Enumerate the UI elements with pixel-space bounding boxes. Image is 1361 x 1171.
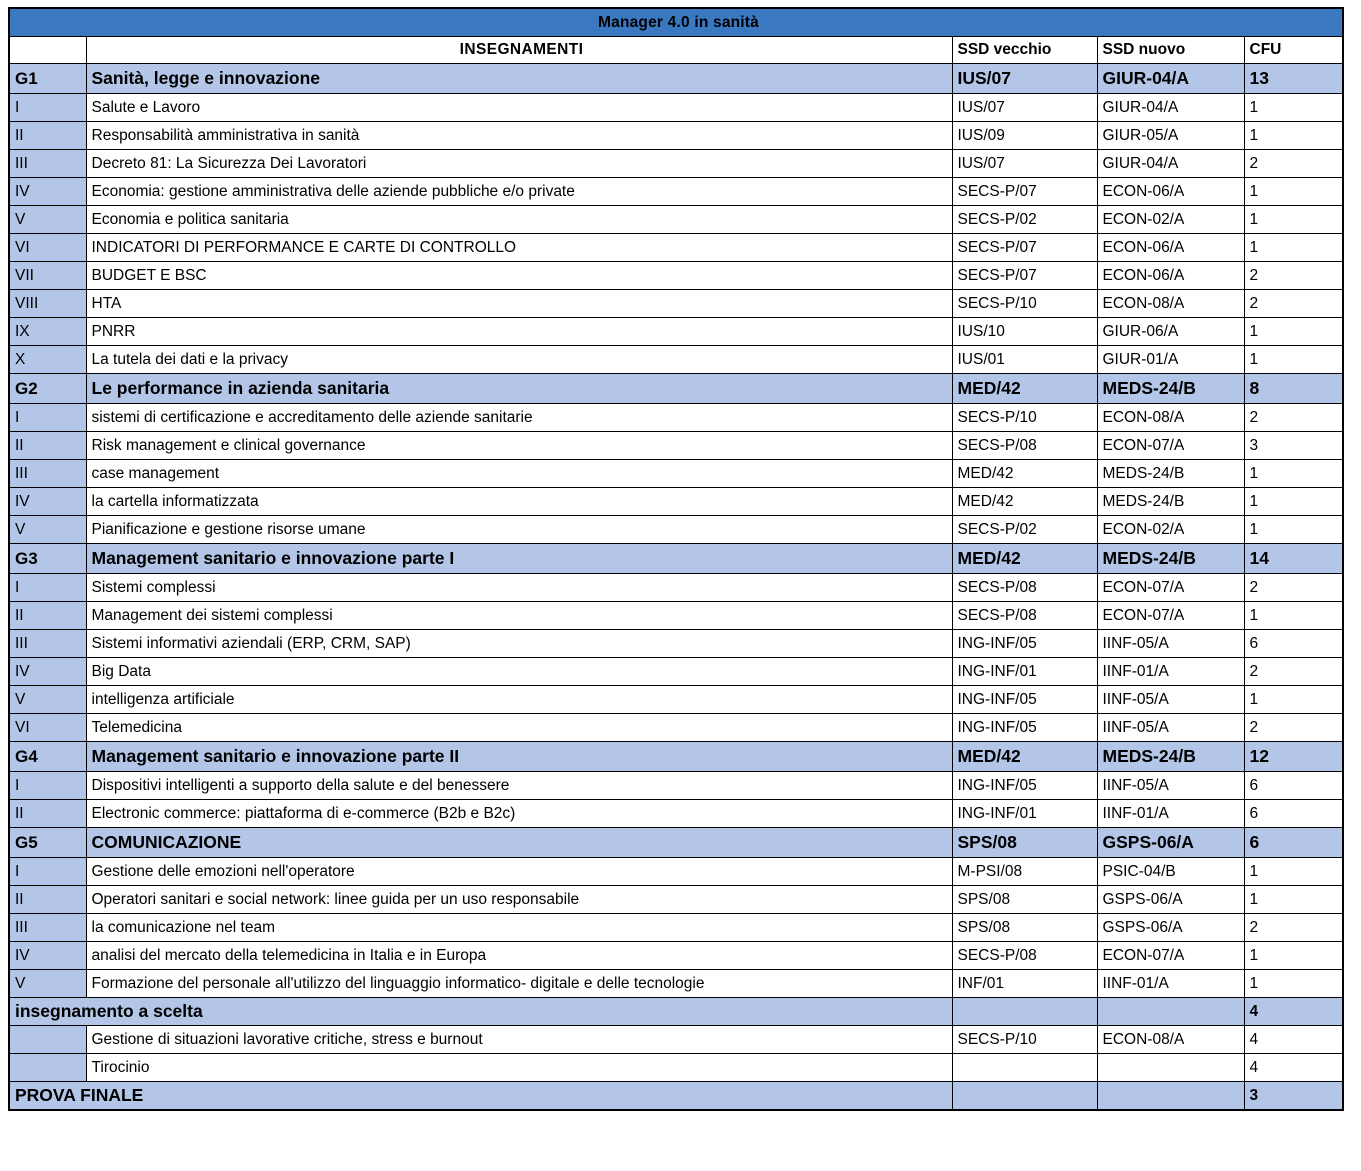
row-index: VI bbox=[9, 234, 86, 262]
row-label: Formazione del personale all'utilizzo del linguaggio informatico- digitale e delle tecnologie bbox=[86, 970, 952, 998]
row-cfu: 6 bbox=[1244, 828, 1343, 858]
row-ssd-new: IINF-05/A bbox=[1097, 630, 1244, 658]
row-index: I bbox=[9, 404, 86, 432]
row-cfu: 4 bbox=[1244, 1054, 1343, 1082]
table-row bbox=[9, 346, 1343, 374]
row-ssd-new: GIUR-05/A bbox=[1097, 122, 1244, 150]
row-label: Dispositivi intelligenti a supporto della salute e del benessere bbox=[86, 772, 952, 800]
row-ssd-new: MEDS-24/B bbox=[1097, 544, 1244, 574]
table-row bbox=[9, 290, 1343, 318]
row-ssd-old: ING-INF/05 bbox=[952, 686, 1097, 714]
table-row bbox=[9, 262, 1343, 290]
row-ssd-new: MEDS-24/B bbox=[1097, 488, 1244, 516]
table-row bbox=[9, 94, 1343, 122]
row-cfu: 1 bbox=[1244, 206, 1343, 234]
row-index: G5 bbox=[9, 828, 86, 858]
table-row bbox=[9, 178, 1343, 206]
table-row bbox=[9, 742, 1343, 772]
row-ssd-new: GSPS-06/A bbox=[1097, 914, 1244, 942]
row-cfu: 4 bbox=[1244, 1026, 1343, 1054]
row-ssd-old: IUS/07 bbox=[952, 150, 1097, 178]
column-header-teachings: INSEGNAMENTI bbox=[86, 37, 952, 64]
table-row bbox=[9, 574, 1343, 602]
row-index: II bbox=[9, 122, 86, 150]
column-header-ssd-old: SSD vecchio bbox=[952, 37, 1097, 64]
row-label: case management bbox=[86, 460, 952, 488]
row-label: HTA bbox=[86, 290, 952, 318]
row-label: Sistemi complessi bbox=[86, 574, 952, 602]
table-row bbox=[9, 828, 1343, 858]
table-row bbox=[9, 404, 1343, 432]
row-label: Management sanitario e innovazione parte I bbox=[86, 544, 952, 574]
row-index: V bbox=[9, 516, 86, 544]
row-index: VI bbox=[9, 714, 86, 742]
row-cfu: 13 bbox=[1244, 64, 1343, 94]
table-body bbox=[9, 8, 1343, 1110]
row-ssd-old: IUS/10 bbox=[952, 318, 1097, 346]
row-ssd-old: IUS/09 bbox=[952, 122, 1097, 150]
row-label: la cartella informatizzata bbox=[86, 488, 952, 516]
row-cfu: 6 bbox=[1244, 800, 1343, 828]
row-index: X bbox=[9, 346, 86, 374]
row-ssd-new: ECON-07/A bbox=[1097, 432, 1244, 460]
table-row bbox=[9, 64, 1343, 94]
row-ssd-old: SECS-P/08 bbox=[952, 942, 1097, 970]
table-row bbox=[9, 686, 1343, 714]
row-cfu: 3 bbox=[1244, 1082, 1343, 1111]
row-cfu: 1 bbox=[1244, 970, 1343, 998]
row-cfu: 2 bbox=[1244, 150, 1343, 178]
row-ssd-old: SECS-P/02 bbox=[952, 516, 1097, 544]
row-label: PROVA FINALE bbox=[9, 1082, 952, 1111]
row-index: V bbox=[9, 206, 86, 234]
row-index: IV bbox=[9, 488, 86, 516]
row-label: Economia e politica sanitaria bbox=[86, 206, 952, 234]
row-ssd-new: ECON-06/A bbox=[1097, 234, 1244, 262]
row-index: IV bbox=[9, 178, 86, 206]
row-index bbox=[9, 1054, 86, 1082]
row-ssd-old bbox=[952, 998, 1097, 1026]
row-index: I bbox=[9, 858, 86, 886]
row-ssd-old bbox=[952, 1054, 1097, 1082]
row-index: III bbox=[9, 630, 86, 658]
row-ssd-new: MEDS-24/B bbox=[1097, 374, 1244, 404]
row-index: VII bbox=[9, 262, 86, 290]
row-index: I bbox=[9, 94, 86, 122]
course-plan-table bbox=[8, 7, 1344, 1111]
row-ssd-new: ECON-07/A bbox=[1097, 574, 1244, 602]
row-label: Telemedicina bbox=[86, 714, 952, 742]
row-label: Economia: gestione amministrativa delle aziende pubbliche e/o private bbox=[86, 178, 952, 206]
row-label: Salute e Lavoro bbox=[86, 94, 952, 122]
row-ssd-new: GIUR-04/A bbox=[1097, 64, 1244, 94]
row-ssd-old bbox=[952, 1082, 1097, 1111]
row-cfu: 1 bbox=[1244, 460, 1343, 488]
row-ssd-old: ING-INF/05 bbox=[952, 772, 1097, 800]
row-cfu: 1 bbox=[1244, 686, 1343, 714]
row-label: PNRR bbox=[86, 318, 952, 346]
row-cfu: 2 bbox=[1244, 262, 1343, 290]
row-label: La tutela dei dati e la privacy bbox=[86, 346, 952, 374]
row-ssd-old: SECS-P/08 bbox=[952, 432, 1097, 460]
row-cfu: 1 bbox=[1244, 516, 1343, 544]
row-index: V bbox=[9, 970, 86, 998]
row-cfu: 6 bbox=[1244, 630, 1343, 658]
row-index: I bbox=[9, 772, 86, 800]
row-index: IX bbox=[9, 318, 86, 346]
table-row bbox=[9, 1054, 1343, 1082]
table-row bbox=[9, 460, 1343, 488]
row-label: COMUNICAZIONE bbox=[86, 828, 952, 858]
row-ssd-new: ECON-06/A bbox=[1097, 262, 1244, 290]
row-ssd-new: IINF-05/A bbox=[1097, 714, 1244, 742]
row-cfu: 6 bbox=[1244, 772, 1343, 800]
table-row bbox=[9, 1026, 1343, 1054]
table-row bbox=[9, 150, 1343, 178]
row-cfu: 4 bbox=[1244, 998, 1343, 1026]
row-cfu: 2 bbox=[1244, 714, 1343, 742]
row-ssd-old: ING-INF/05 bbox=[952, 630, 1097, 658]
row-ssd-new: GIUR-04/A bbox=[1097, 150, 1244, 178]
table-row bbox=[9, 998, 1343, 1026]
row-index: II bbox=[9, 886, 86, 914]
row-index: I bbox=[9, 574, 86, 602]
row-ssd-new: ECON-08/A bbox=[1097, 290, 1244, 318]
row-ssd-new: IINF-05/A bbox=[1097, 686, 1244, 714]
row-index: II bbox=[9, 800, 86, 828]
row-cfu: 1 bbox=[1244, 942, 1343, 970]
row-index: V bbox=[9, 686, 86, 714]
row-ssd-new: ECON-08/A bbox=[1097, 1026, 1244, 1054]
row-ssd-old: SECS-P/10 bbox=[952, 290, 1097, 318]
row-ssd-old: M-PSI/08 bbox=[952, 858, 1097, 886]
table-row bbox=[9, 858, 1343, 886]
row-index: G3 bbox=[9, 544, 86, 574]
row-ssd-old: MED/42 bbox=[952, 742, 1097, 772]
row-ssd-old: IUS/07 bbox=[952, 94, 1097, 122]
table-row bbox=[9, 1082, 1343, 1111]
row-ssd-old: ING-INF/01 bbox=[952, 800, 1097, 828]
row-label: Management dei sistemi complessi bbox=[86, 602, 952, 630]
row-label: Gestione di situazioni lavorative critiche, stress e burnout bbox=[86, 1026, 952, 1054]
row-label: intelligenza artificiale bbox=[86, 686, 952, 714]
row-ssd-old: ING-INF/05 bbox=[952, 714, 1097, 742]
row-ssd-old: MED/42 bbox=[952, 488, 1097, 516]
row-label: Electronic commerce: piattaforma di e-commerce (B2b e B2c) bbox=[86, 800, 952, 828]
table-row bbox=[9, 970, 1343, 998]
row-label: Responsabilità amministrativa in sanità bbox=[86, 122, 952, 150]
row-ssd-old: ING-INF/01 bbox=[952, 658, 1097, 686]
row-index: IV bbox=[9, 658, 86, 686]
row-label: Sanità, legge e innovazione bbox=[86, 64, 952, 94]
row-ssd-old: MED/42 bbox=[952, 460, 1097, 488]
table-row bbox=[9, 772, 1343, 800]
row-ssd-new: MEDS-24/B bbox=[1097, 460, 1244, 488]
row-ssd-new: IINF-01/A bbox=[1097, 658, 1244, 686]
row-ssd-new bbox=[1097, 998, 1244, 1026]
row-index: G2 bbox=[9, 374, 86, 404]
row-cfu: 3 bbox=[1244, 432, 1343, 460]
row-cfu: 1 bbox=[1244, 178, 1343, 206]
table-row bbox=[9, 886, 1343, 914]
row-ssd-new: ECON-07/A bbox=[1097, 602, 1244, 630]
row-ssd-new: ECON-07/A bbox=[1097, 942, 1244, 970]
table-row bbox=[9, 318, 1343, 346]
table-row bbox=[9, 122, 1343, 150]
row-label: BUDGET E BSC bbox=[86, 262, 952, 290]
row-ssd-old: SECS-P/02 bbox=[952, 206, 1097, 234]
row-cfu: 2 bbox=[1244, 574, 1343, 602]
table-row bbox=[9, 544, 1343, 574]
table-row bbox=[9, 714, 1343, 742]
row-ssd-old: SECS-P/07 bbox=[952, 178, 1097, 206]
table-row bbox=[9, 488, 1343, 516]
row-label: Gestione delle emozioni nell'operatore bbox=[86, 858, 952, 886]
row-ssd-old: SPS/08 bbox=[952, 886, 1097, 914]
row-label: insegnamento a scelta bbox=[9, 998, 952, 1026]
column-header-index bbox=[9, 37, 86, 64]
row-cfu: 14 bbox=[1244, 544, 1343, 574]
row-index: III bbox=[9, 914, 86, 942]
row-ssd-new: GIUR-01/A bbox=[1097, 346, 1244, 374]
row-label: Pianificazione e gestione risorse umane bbox=[86, 516, 952, 544]
table-row bbox=[9, 658, 1343, 686]
row-index: IV bbox=[9, 942, 86, 970]
row-ssd-old: IUS/01 bbox=[952, 346, 1097, 374]
row-cfu: 12 bbox=[1244, 742, 1343, 772]
row-cfu: 1 bbox=[1244, 234, 1343, 262]
table-row bbox=[9, 914, 1343, 942]
row-label: Le performance in azienda sanitaria bbox=[86, 374, 952, 404]
row-ssd-old: SPS/08 bbox=[952, 914, 1097, 942]
row-cfu: 2 bbox=[1244, 290, 1343, 318]
row-cfu: 2 bbox=[1244, 914, 1343, 942]
row-label: Management sanitario e innovazione parte II bbox=[86, 742, 952, 772]
row-ssd-new: GIUR-04/A bbox=[1097, 94, 1244, 122]
table-row bbox=[9, 374, 1343, 404]
row-ssd-old: SECS-P/07 bbox=[952, 234, 1097, 262]
row-index: II bbox=[9, 432, 86, 460]
row-ssd-new: GIUR-06/A bbox=[1097, 318, 1244, 346]
row-cfu: 1 bbox=[1244, 858, 1343, 886]
row-ssd-new: ECON-02/A bbox=[1097, 516, 1244, 544]
row-label: analisi del mercato della telemedicina in Italia e in Europa bbox=[86, 942, 952, 970]
row-ssd-new: IINF-01/A bbox=[1097, 970, 1244, 998]
row-ssd-new: ECON-06/A bbox=[1097, 178, 1244, 206]
row-cfu: 1 bbox=[1244, 346, 1343, 374]
row-label: la comunicazione nel team bbox=[86, 914, 952, 942]
row-ssd-old: INF/01 bbox=[952, 970, 1097, 998]
row-ssd-new: GSPS-06/A bbox=[1097, 828, 1244, 858]
row-cfu: 2 bbox=[1244, 404, 1343, 432]
title-row bbox=[9, 8, 1343, 37]
row-index: G1 bbox=[9, 64, 86, 94]
row-cfu: 1 bbox=[1244, 318, 1343, 346]
row-ssd-new: PSIC-04/B bbox=[1097, 858, 1244, 886]
row-index: III bbox=[9, 460, 86, 488]
row-ssd-old: SECS-P/10 bbox=[952, 1026, 1097, 1054]
row-label: Decreto 81: La Sicurezza Dei Lavoratori bbox=[86, 150, 952, 178]
row-index: III bbox=[9, 150, 86, 178]
row-index: G4 bbox=[9, 742, 86, 772]
row-cfu: 1 bbox=[1244, 94, 1343, 122]
course-plan-sheet bbox=[8, 7, 1344, 1111]
row-ssd-new bbox=[1097, 1082, 1244, 1111]
table-row bbox=[9, 432, 1343, 460]
row-ssd-new: ECON-02/A bbox=[1097, 206, 1244, 234]
row-index bbox=[9, 1026, 86, 1054]
row-label: Sistemi informativi aziendali (ERP, CRM, SAP) bbox=[86, 630, 952, 658]
row-label: Tirocinio bbox=[86, 1054, 952, 1082]
table-row bbox=[9, 206, 1343, 234]
row-ssd-old: MED/42 bbox=[952, 544, 1097, 574]
table-row bbox=[9, 516, 1343, 544]
row-label: Operatori sanitari e social network: linee guida per un uso responsabile bbox=[86, 886, 952, 914]
row-ssd-new: ECON-08/A bbox=[1097, 404, 1244, 432]
table-row bbox=[9, 942, 1343, 970]
row-ssd-old: SPS/08 bbox=[952, 828, 1097, 858]
table-row bbox=[9, 800, 1343, 828]
row-ssd-old: SECS-P/07 bbox=[952, 262, 1097, 290]
row-ssd-new bbox=[1097, 1054, 1244, 1082]
row-label: INDICATORI DI PERFORMANCE E CARTE DI CONTROLLO bbox=[86, 234, 952, 262]
row-ssd-new: IINF-01/A bbox=[1097, 800, 1244, 828]
row-cfu: 1 bbox=[1244, 488, 1343, 516]
row-label: Risk management e clinical governance bbox=[86, 432, 952, 460]
row-ssd-new: GSPS-06/A bbox=[1097, 886, 1244, 914]
row-cfu: 8 bbox=[1244, 374, 1343, 404]
row-label: sistemi di certificazione e accreditamento delle aziende sanitarie bbox=[86, 404, 952, 432]
row-cfu: 1 bbox=[1244, 602, 1343, 630]
row-ssd-old: MED/42 bbox=[952, 374, 1097, 404]
row-cfu: 1 bbox=[1244, 886, 1343, 914]
row-ssd-old: SECS-P/10 bbox=[952, 404, 1097, 432]
row-ssd-new: IINF-05/A bbox=[1097, 772, 1244, 800]
column-header-cfu: CFU bbox=[1244, 37, 1343, 64]
row-ssd-old: IUS/07 bbox=[952, 64, 1097, 94]
row-label: Big Data bbox=[86, 658, 952, 686]
row-index: II bbox=[9, 602, 86, 630]
table-row bbox=[9, 602, 1343, 630]
row-cfu: 1 bbox=[1244, 122, 1343, 150]
page-title: Manager 4.0 in sanità bbox=[9, 8, 1343, 37]
row-ssd-old: SECS-P/08 bbox=[952, 602, 1097, 630]
column-header-row bbox=[9, 37, 1343, 64]
table-row bbox=[9, 234, 1343, 262]
column-header-ssd-new: SSD nuovo bbox=[1097, 37, 1244, 64]
row-ssd-new: MEDS-24/B bbox=[1097, 742, 1244, 772]
row-index: VIII bbox=[9, 290, 86, 318]
row-cfu: 2 bbox=[1244, 658, 1343, 686]
row-ssd-old: SECS-P/08 bbox=[952, 574, 1097, 602]
table-row bbox=[9, 630, 1343, 658]
